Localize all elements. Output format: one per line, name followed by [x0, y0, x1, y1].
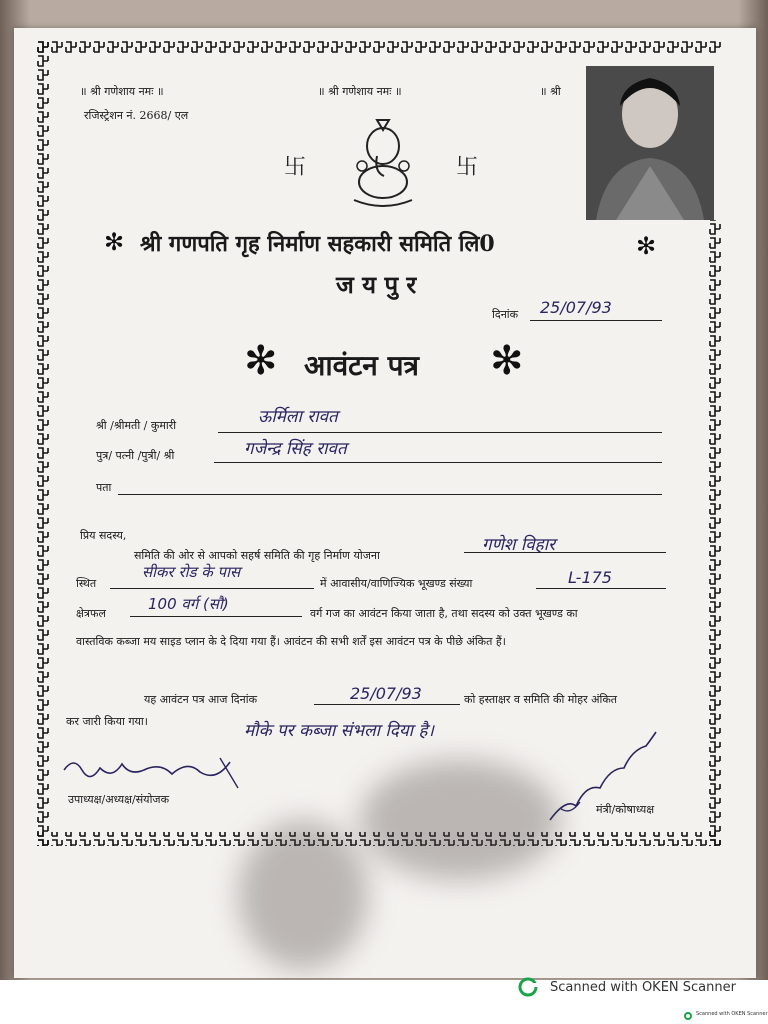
signature-left — [60, 752, 240, 792]
scanner-logo-icon — [516, 977, 540, 997]
member-photo — [586, 66, 714, 220]
relation-label: पुत्र/ पत्नी /पुत्री/ श्री — [96, 449, 175, 462]
address-label: पता — [96, 481, 112, 494]
swastika-left-icon: 卐 — [284, 155, 307, 180]
body-line-1: समिति की ओर से आपको सहर्ष समिति की गृह निर्माण योजना — [134, 549, 380, 562]
scanner-small-logo-icon — [684, 1012, 692, 1020]
invocation-right: ॥ श्री — [540, 85, 561, 98]
organization-name: श्री गणपति गृह निर्माण सहकारी समिति लि0 — [140, 231, 495, 257]
shadow-smudge — [360, 760, 560, 880]
issue-text-b: को हस्ताक्षर व समिति की मोहर अंकित — [464, 693, 618, 706]
located-label: स्थित — [76, 577, 97, 590]
name-value: ऊर्मिला रावत — [258, 407, 338, 427]
heading-star-right-icon: ✻ — [490, 338, 524, 384]
invocation-center: ॥ श्री गणेशाय नमः ॥ — [318, 85, 402, 98]
issue-date: 25/07/93 — [350, 684, 422, 703]
relation-value: गजेन्द्र सिंह रावत — [244, 439, 347, 459]
plot-text: में आवासीय/वाणिज्यिक भूखण्ड संख्या — [320, 577, 473, 590]
asterisk-right-icon: ✻ — [636, 232, 657, 260]
ganesha-emblem-icon — [344, 116, 422, 212]
date-label: दिनांक — [492, 308, 519, 321]
body-line-4: वास्तविक कब्जा मय साइड प्लान के दे दिया गया हैं। आवंटन की सभी शर्तें इस आवंटन पत्र के पीछे अंकित हैं। — [76, 635, 506, 648]
issue-date-line — [314, 704, 460, 705]
salutation: प्रिय सदस्य, — [80, 529, 127, 542]
area-label: क्षेत्रफल — [76, 607, 106, 620]
located-line — [110, 588, 314, 589]
handwritten-note: मौके पर कब्जा संभला दिया है। — [244, 721, 434, 741]
name-label: श्री /श्रीमती / कुमारी — [96, 419, 177, 432]
heading-star-left-icon: ✻ — [244, 338, 278, 384]
signature-left-title: उपाध्यक्ष/अध्यक्ष/संयोजक — [68, 793, 170, 806]
date-value: 25/07/93 — [540, 298, 612, 317]
invocation-left: ॥ श्री गणेशाय नमः ॥ — [80, 85, 164, 98]
issue-text-c: कर जारी किया गया। — [66, 715, 148, 728]
issue-text-a: यह आवंटन पत्र आज दिनांक — [144, 693, 258, 706]
plot-number: L-175 — [568, 568, 612, 587]
plot-line — [536, 588, 666, 589]
scheme-value: गणेश विहार — [482, 535, 556, 555]
scanner-label: Scanned with OKEN Scanner — [550, 980, 736, 995]
shadow-smudge — [238, 820, 368, 970]
registration-number: रजिस्ट्रेशन नं. 2668/ एल — [84, 109, 189, 122]
signature-right-title: मंत्री/कोषाध्यक्ष — [596, 803, 655, 816]
name-line — [218, 432, 662, 433]
area-value: 100 वर्ग (सौ) — [148, 595, 229, 613]
city-name: ज य पु र — [336, 270, 417, 299]
swastika-right-icon: 卐 — [456, 155, 479, 180]
asterisk-left-icon: ✻ — [104, 228, 125, 256]
scanner-small-label: Scanned with OKEN Scanner — [696, 1011, 768, 1017]
body-line-3: वर्ग गज का आवंटन किया जाता है, तथा सदस्य को उक्त भूखण्ड का — [310, 607, 578, 620]
located-value: सीकर रोड के पास — [142, 563, 241, 581]
letter-heading: आवंटन पत्र — [304, 349, 419, 382]
area-line — [130, 616, 302, 617]
address-line — [118, 494, 662, 495]
date-line — [530, 320, 662, 321]
relation-line — [214, 462, 662, 463]
